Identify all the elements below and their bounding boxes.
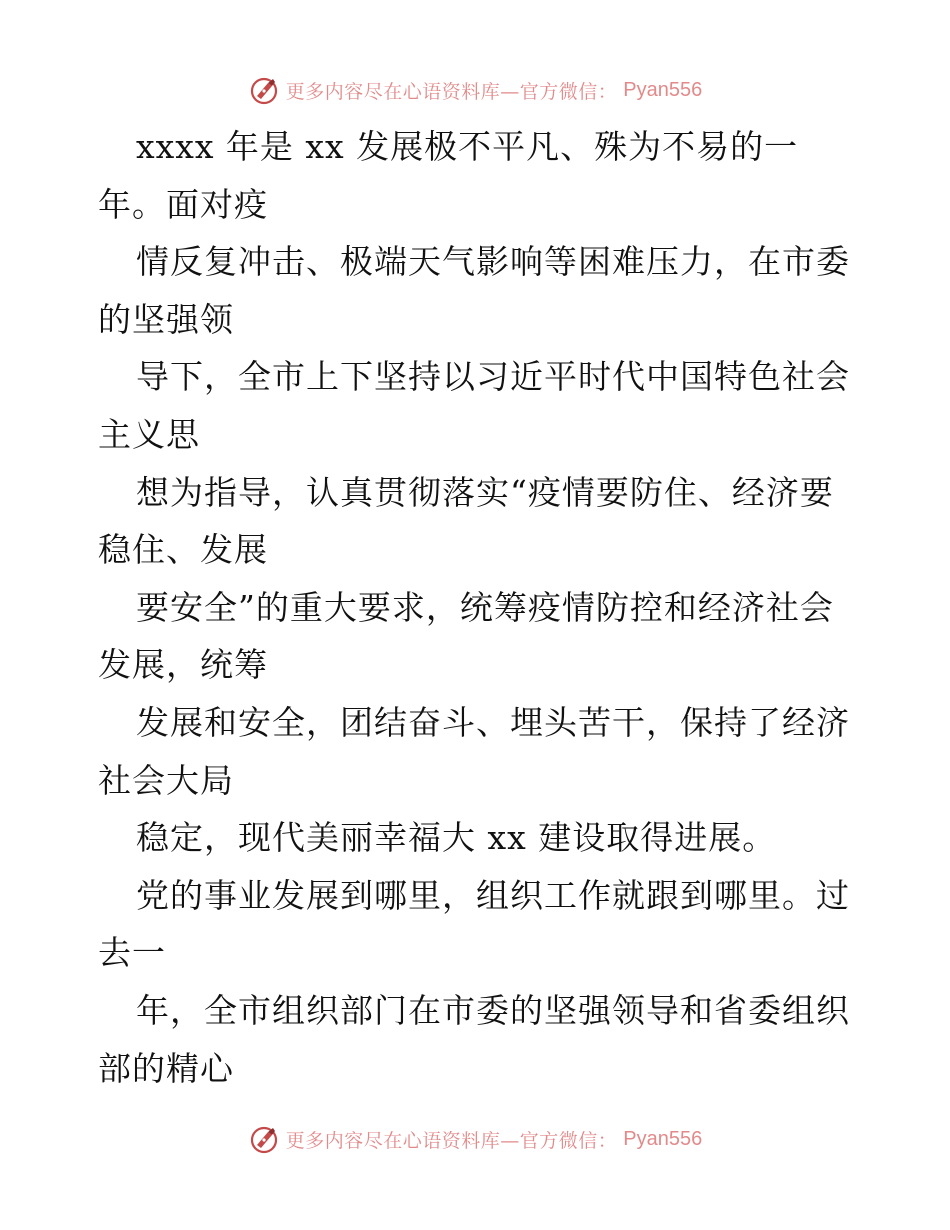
text-line: 年。面对疫 xyxy=(98,184,268,224)
text-line: 导下，全市上下坚持以习近平时代中国特色社会 xyxy=(136,357,850,397)
banner-text: 更多内容尽在心语资料库—官方微信： xyxy=(285,80,618,103)
text-line: 发展，统筹 xyxy=(98,645,268,685)
text-line: 情反复冲击、极端天气影响等困难压力，在市委 xyxy=(136,242,850,282)
text-line: 部的精心 xyxy=(98,1048,234,1088)
header-watermark-banner xyxy=(0,70,950,110)
text-line: 党的事业发展到哪里，组织工作就跟到哪里。过 xyxy=(136,875,850,915)
pen-nib-logo-icon xyxy=(248,1123,280,1155)
wechat-id: Pyan556 xyxy=(623,78,703,101)
wechat-id: Pyan556 xyxy=(623,1127,703,1150)
text-line: 的坚强领 xyxy=(98,299,234,339)
text-line: 主义思 xyxy=(98,414,200,454)
text-line: 稳定，现代美丽幸福大 xx 建设取得进展。 xyxy=(136,818,777,858)
text-line: 要安全”的重大要求，统筹疫情防控和经济社会 xyxy=(136,587,834,627)
text-line: 社会大局 xyxy=(98,760,234,800)
text-line: xxxx 年是 xx 发展极不平凡、殊为不易的一 xyxy=(136,127,799,166)
pen-nib-logo-icon xyxy=(248,74,280,106)
text-line: 稳住、发展 xyxy=(98,530,268,570)
text-line: 去一 xyxy=(98,933,166,973)
text-line: 想为指导，认真贯彻落实“疫情要防住、经济要 xyxy=(136,472,834,512)
document-body xyxy=(98,118,858,1097)
text-line: 年，全市组织部门在市委的坚强领导和省委组织 xyxy=(136,990,850,1030)
text-line: 发展和安全，团结奋斗、埋头苦干，保持了经济 xyxy=(136,702,850,742)
banner-text: 更多内容尽在心语资料库—官方微信： xyxy=(285,1129,618,1152)
footer-watermark-banner xyxy=(0,1119,950,1159)
